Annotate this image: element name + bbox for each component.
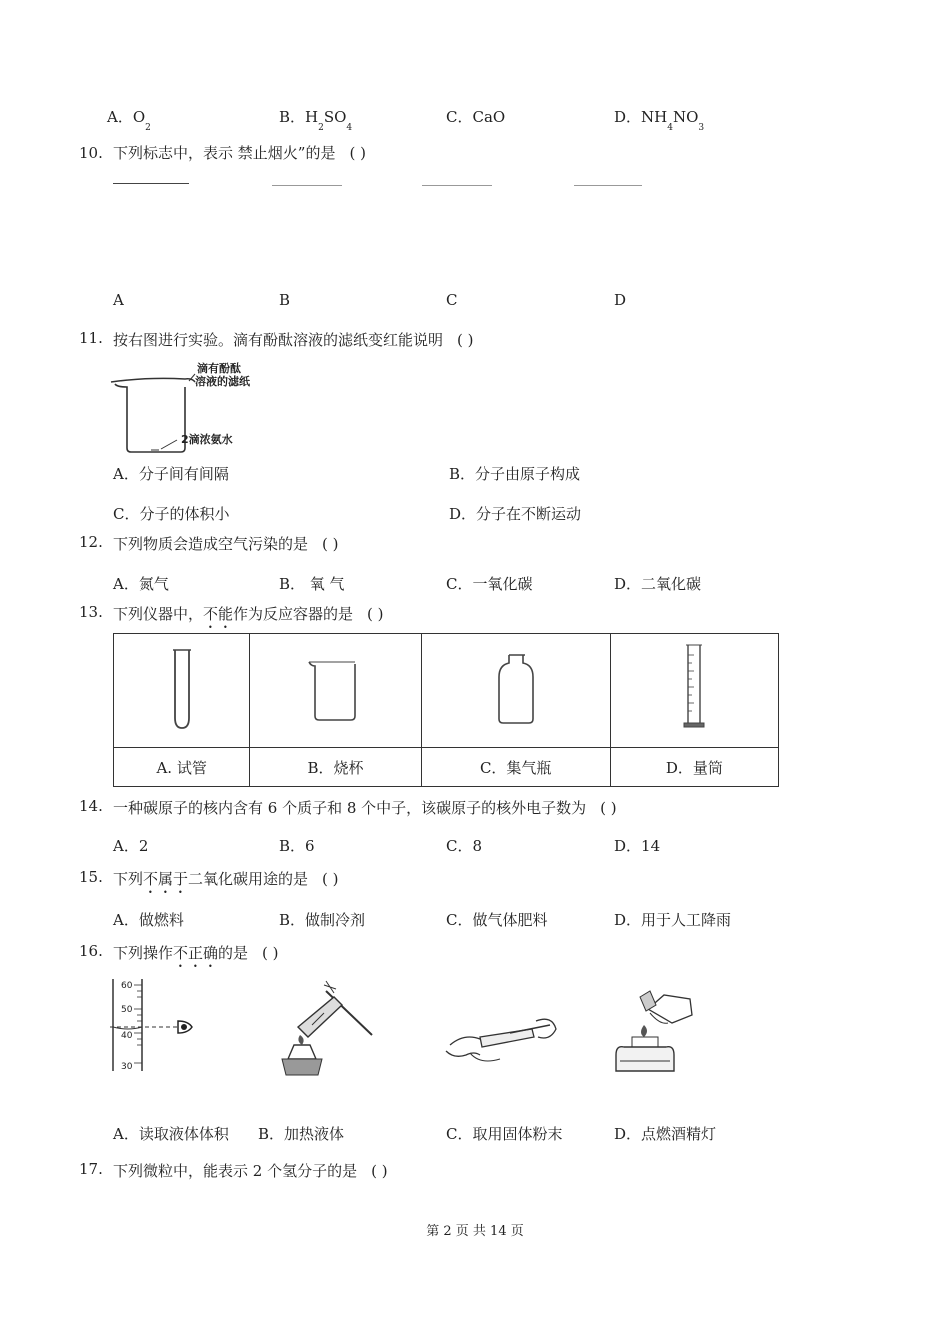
- q16-fig-c-solid-powder: [440, 1015, 560, 1075]
- graduated-cylinder-icon: [674, 641, 714, 736]
- q15-stem: 下列不属于二氧化碳用途的是 ( ): [113, 870, 339, 888]
- q12-option-a: A．氮气: [113, 575, 169, 593]
- q11-option-d: D．分子在不断运动: [449, 505, 582, 523]
- q10-sign-d-line: [574, 185, 642, 186]
- q9-option-d: D．$NH_4NO_3$: [614, 108, 705, 133]
- q10-label-a: A: [113, 291, 124, 309]
- q16-option-a: A．读取液体体积: [113, 1125, 229, 1143]
- q14-option-a: A．2: [113, 837, 149, 855]
- q16-tick-40: 40: [121, 1031, 133, 1041]
- q13-cell-beaker: [250, 634, 421, 748]
- q16-fig-d-alcohol-lamp: [610, 985, 700, 1080]
- q17-number: 17.: [79, 1160, 103, 1178]
- q16-fig-a-reading-cylinder: [108, 975, 200, 1075]
- q10-label-d: D: [614, 291, 627, 309]
- q15-option-b: B．做制冷剂: [279, 911, 366, 929]
- q16-tick-60: 60: [121, 981, 133, 991]
- q13-cell-test-tube: [114, 634, 250, 748]
- q9-option-b: B．$H_2SO_4$: [279, 108, 353, 133]
- q16-tick-30: 30: [121, 1062, 133, 1072]
- q15-option-a: A．做燃料: [113, 911, 184, 929]
- q11-number: 11.: [79, 329, 103, 347]
- q13-option-b: B．烧杯: [250, 748, 421, 787]
- q11-option-c: C．分子的体积小: [113, 505, 230, 523]
- q14-option-d: D．14: [614, 837, 661, 855]
- q10-label-c: C: [446, 291, 458, 309]
- q16-option-b: B．加热液体: [258, 1125, 345, 1143]
- q13-stem: 下列仪器中，不能作为反应容器的是 ( ): [113, 605, 384, 623]
- gas-jar-icon: [491, 649, 541, 729]
- q14-stem: 一种碳原子的核内含有 6 个质子和 8 个中子，该碳原子的核外电子数为 ( ): [113, 799, 617, 817]
- q10-number: 10.: [79, 144, 103, 162]
- q12-stem: 下列物质会造成空气污染的是 ( ): [113, 535, 339, 553]
- q9-option-c: C．CaO: [446, 108, 506, 126]
- q11-option-b: B．分子由原子构成: [449, 465, 581, 483]
- q15-option-d: D．用于人工降雨: [614, 911, 732, 929]
- q11-option-a: A．分子间有间隔: [113, 465, 229, 483]
- q14-number: 14.: [79, 797, 103, 815]
- q11-stem: 按右图进行实验。滴有酚酞溶液的滤纸变红能说明 ( ): [113, 331, 474, 349]
- q16-number: 16.: [79, 942, 103, 960]
- q14-option-c: C．8: [446, 837, 483, 855]
- q13-cell-graduated-cylinder: [610, 634, 778, 748]
- page-footer: 第 2 页 共 14 页: [426, 1224, 524, 1239]
- q10-sign-c-line: [422, 185, 492, 186]
- q16-stem: 下列操作不正确的是 ( ): [113, 944, 279, 962]
- q12-option-b: B． 氧 气: [279, 575, 345, 593]
- q12-number: 12.: [79, 533, 103, 551]
- q11-beaker-figure: [107, 360, 277, 455]
- q9-option-a: A．$O_2$: [107, 108, 151, 133]
- q13-option-a: A. 试管: [114, 748, 250, 787]
- q12-option-d: D．二氧化碳: [614, 575, 702, 593]
- q10-stem: 下列标志中，表示 禁止烟火”的是 ( ): [113, 144, 366, 162]
- q17-stem: 下列微粒中，能表示 2 个氢分子的是 ( ): [113, 1162, 388, 1180]
- q13-number: 13.: [79, 603, 103, 621]
- test-tube-icon: [167, 644, 197, 734]
- q16-option-c: C．取用固体粉末: [446, 1125, 563, 1143]
- q15-option-c: C．做气体肥料: [446, 911, 548, 929]
- q13-instrument-table: [113, 633, 779, 787]
- q16-tick-50: 50: [121, 1005, 133, 1015]
- q12-option-c: C．一氧化碳: [446, 575, 533, 593]
- q16-fig-b-heating-liquid: [268, 975, 383, 1080]
- q16-option-d: D．点燃酒精灯: [614, 1125, 717, 1143]
- beaker-icon: [305, 654, 365, 724]
- q13-option-c: C．集气瓶: [421, 748, 610, 787]
- q15-number: 15.: [79, 868, 103, 886]
- q10-label-b: B: [279, 291, 291, 309]
- q11-label-filter-paper: 溶液的滤纸: [195, 375, 250, 388]
- q11-label-phenolphthalein: 滴有酚酞: [197, 362, 241, 375]
- q10-sign-a-line: [113, 183, 189, 184]
- q10-sign-b-line: [272, 185, 342, 186]
- q13-option-d: D．量筒: [610, 748, 778, 787]
- q14-option-b: B．6: [279, 837, 315, 855]
- q11-label-ammonia: 2滴浓氨水: [181, 433, 233, 446]
- q13-cell-gas-jar: [421, 634, 610, 748]
